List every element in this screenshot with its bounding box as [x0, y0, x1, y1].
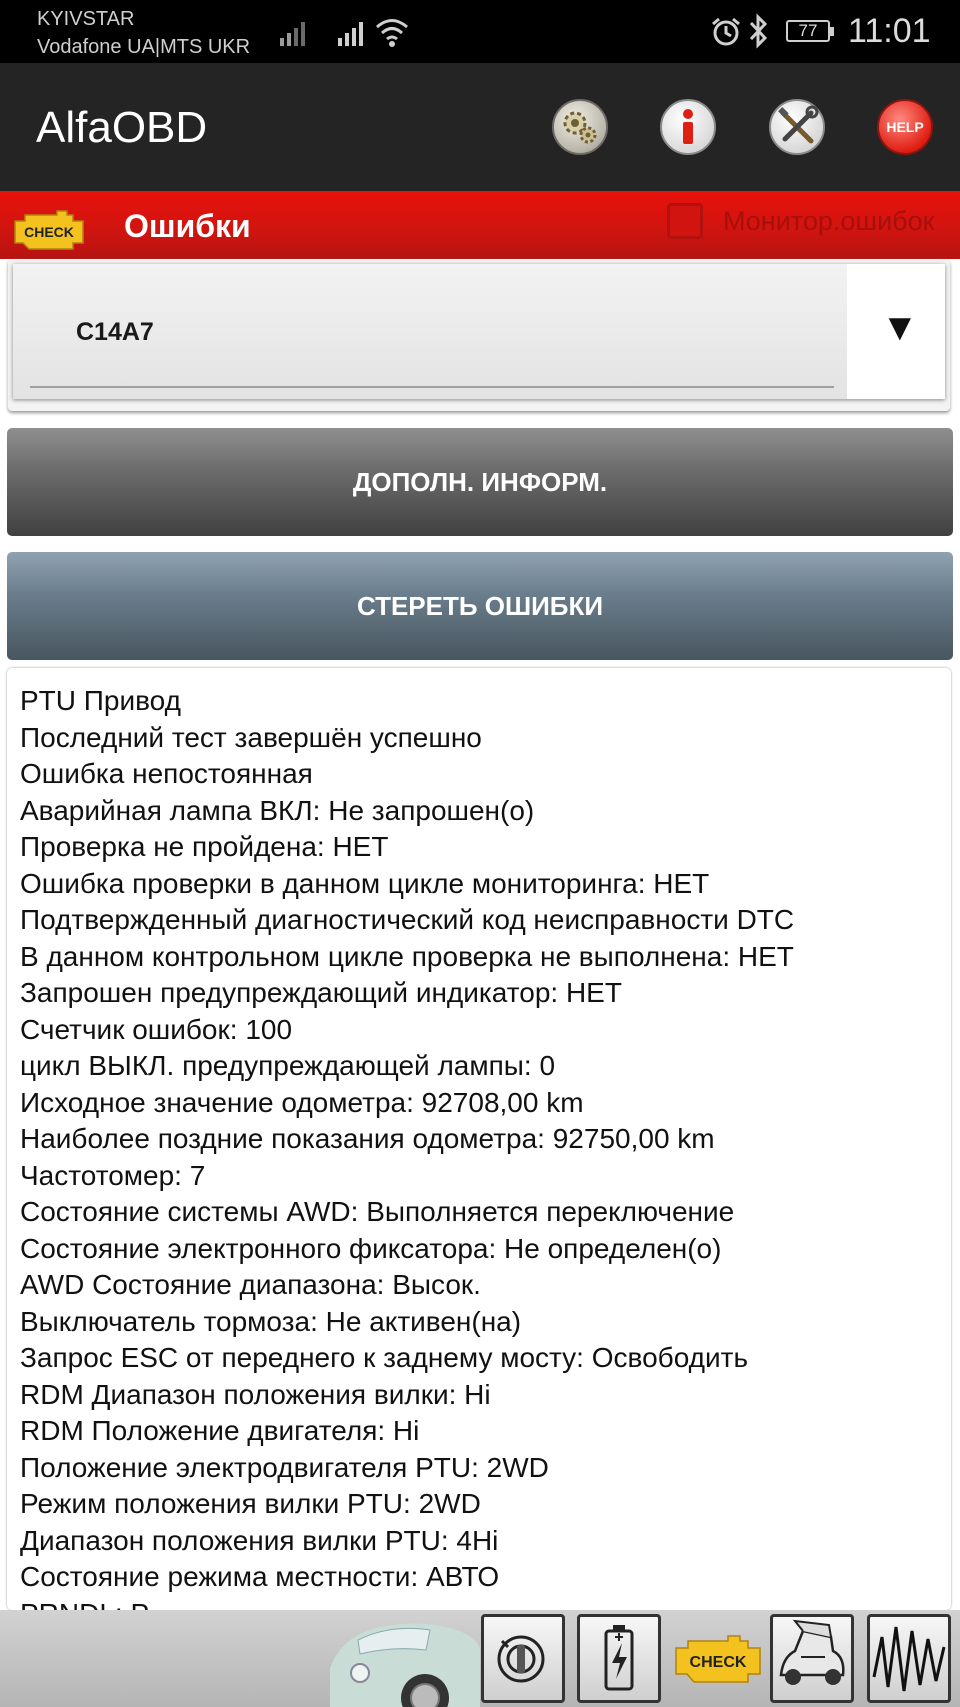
carrier-secondary: Vodafone UA|MTS UKR: [37, 36, 251, 58]
waveform-icon[interactable]: [867, 1614, 951, 1703]
detail-line: Состояние системы AWD: Выполняется переключение: [20, 1196, 735, 1227]
signal-icon: [336, 18, 370, 48]
check-tool-label: CHECK: [689, 1654, 747, 1671]
signal-icon: [278, 18, 312, 48]
app-title: AlfaOBD: [36, 103, 208, 152]
ignition-key-icon[interactable]: [481, 1614, 565, 1703]
error-details-list: [20, 683, 794, 1632]
check-engine-icon[interactable]: [672, 1632, 764, 1686]
detail-line: AWD Состояние диапазона: Высок.: [20, 1269, 481, 1300]
detail-line: Ошибка проверки в данном цикле мониторинга: НЕТ: [20, 867, 710, 899]
detail-line: Состояние режима местности: АВТО: [20, 1561, 500, 1592]
app-bar: [0, 63, 960, 191]
detail-line: Частотомер: 7: [20, 1159, 206, 1191]
check-badge-label: CHECK: [24, 224, 74, 240]
bottom-toolbar: [0, 1610, 960, 1707]
dropdown-field[interactable]: [13, 264, 847, 399]
detail-line: Аварийная лампа ВКЛ: Не запрошен(о): [20, 794, 535, 826]
detail-line: RDM Положение двигателя: Hi: [20, 1415, 420, 1446]
car-hood-icon[interactable]: [770, 1614, 854, 1703]
error-details-panel[interactable]: [7, 668, 951, 1610]
bluetooth-icon: [746, 14, 770, 48]
help-icon[interactable]: HELP: [877, 99, 933, 155]
detail-line: Проверка не пройдена: НЕТ: [20, 831, 389, 862]
battery-tip: [830, 27, 834, 36]
detail-line: Запрос ESC от переднего к заднему мосту: Освободить: [20, 1342, 749, 1373]
detail-line: PTU Привод: [20, 685, 181, 716]
selected-error-code: C14A7: [76, 318, 154, 346]
erase-errors-button[interactable]: СТЕРЕТЬ ОШИБКИ: [7, 552, 953, 660]
info-icon[interactable]: [660, 99, 716, 155]
detail-line: Запрошен предупреждающий индикатор: НЕТ: [20, 977, 622, 1008]
detail-line: Состояние электронного фиксатора: Не определен(о): [20, 1232, 722, 1264]
detail-line: Наиболее поздние показания одометра: 92750,00 km: [20, 1123, 715, 1154]
wifi-icon: [374, 15, 410, 49]
detail-line: Диапазон положения вилки PTU: 4Hi: [20, 1524, 499, 1556]
tools-icon[interactable]: [769, 99, 825, 155]
battery-charge-icon[interactable]: [577, 1614, 661, 1703]
detail-line: Исходное значение одометра: 92708,00 km: [20, 1086, 584, 1118]
status-bar: [0, 0, 960, 63]
detail-line: Положение электродвигателя PTU: 2WD: [20, 1451, 549, 1483]
carrier-primary: KYIVSTAR: [37, 8, 135, 30]
clock: 11:01: [848, 12, 931, 50]
detail-line: Ошибка непостоянная: [20, 758, 313, 789]
detail-line: цикл ВЫКЛ. предупреждающей лампы: 0: [20, 1050, 556, 1081]
detail-line: Последний тест завершён успешно: [20, 721, 482, 753]
alarm-icon: [710, 16, 742, 48]
check-engine-icon: [11, 207, 87, 253]
detail-line: Выключатель тормоза: Не активен(на): [20, 1305, 522, 1337]
detail-line: Подтвержденный диагностический код неисправности DTC: [20, 904, 795, 935]
battery-level: 77: [798, 21, 818, 40]
section-header: [0, 191, 960, 259]
detail-line: Режим положения вилки PTU: 2WD: [20, 1488, 481, 1519]
more-info-button[interactable]: ДОПОЛН. ИНФОРМ.: [7, 428, 953, 536]
section-title: Ошибки: [124, 208, 251, 244]
detail-line: В данном контрольном цикле проверка не выполнена: НЕТ: [20, 940, 794, 972]
error-code-dropdown[interactable]: [13, 264, 945, 399]
dropdown-arrow-icon[interactable]: ▼: [881, 307, 919, 349]
dropdown-underline: [30, 386, 834, 388]
detail-line: Счетчик ошибок: 100: [20, 1013, 293, 1045]
detail-line: RDM Диапазон положения вилки: Hi: [20, 1378, 491, 1410]
monitor-errors-checkbox[interactable]: [667, 203, 703, 239]
monitor-errors-label[interactable]: Монитор.ошибок: [723, 206, 935, 236]
car-image-icon: [330, 1610, 480, 1707]
settings-gear-icon[interactable]: [552, 99, 608, 155]
